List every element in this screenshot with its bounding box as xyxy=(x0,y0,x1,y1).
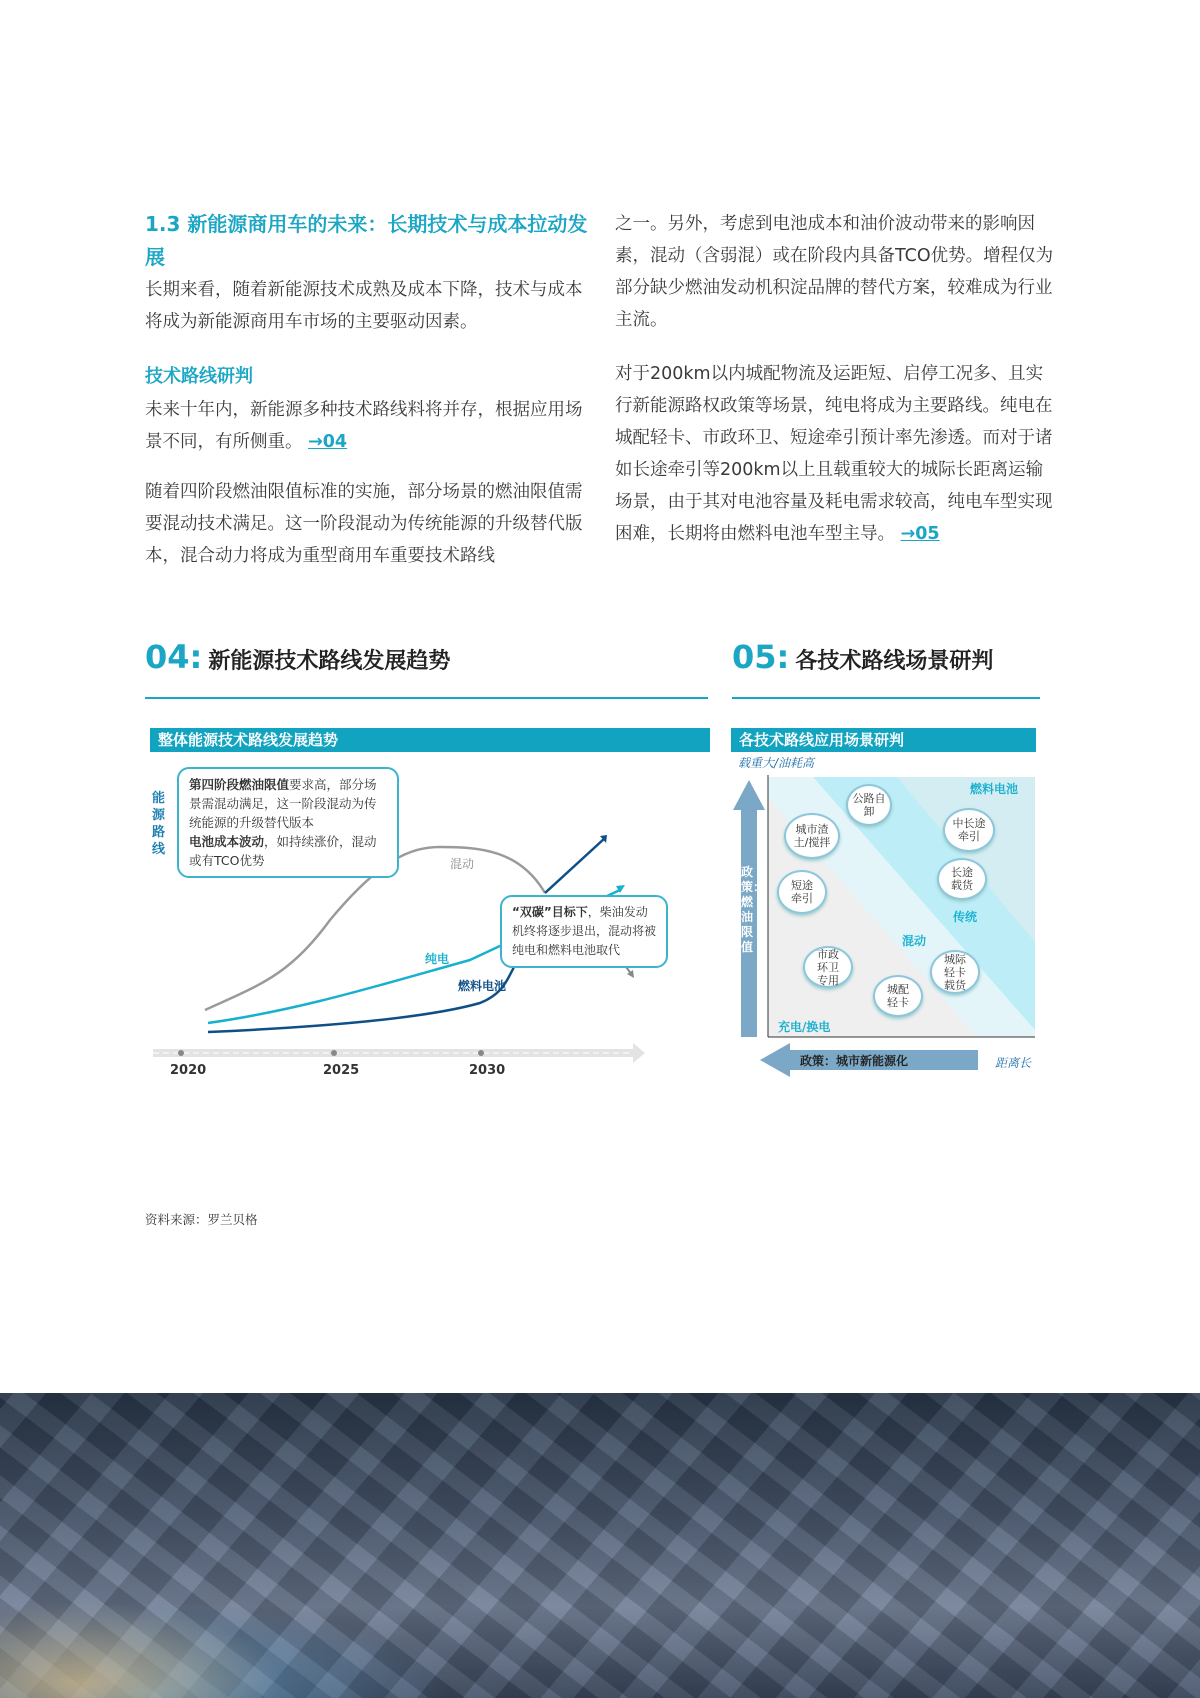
paragraph-2: 随着四阶段燃油限值标准的实施，部分场景的燃油限值需要混动技术满足。这一阶段混动为传统能源的升级替代版本，混合动力将成为重型商用车重要技术路线 xyxy=(145,482,583,566)
year-2020: 2020 xyxy=(170,1063,207,1078)
zone-label-hybrid: 混动 xyxy=(902,934,927,948)
source-note: 资料来源：罗兰贝格 xyxy=(145,1212,258,1227)
zone-label-fuelcell: 燃料电池 xyxy=(970,782,1019,796)
bubble-municipal: 市政环卫专用 xyxy=(803,946,853,988)
paragraph-2-cont: 之一。另外，考虑到电池成本和油价波动带来的影响因素，混动（含弱混）或在阶段内具备TCO优势。增程仅为部分缺少燃油发动机积淀品牌的替代方案，较难成为行业主流。 xyxy=(615,214,1054,330)
paragraph-1: 未来十年内，新能源多种技术路线料将并存，根据应用场景不同，有所侧重。 →04 xyxy=(145,400,583,452)
label-bev: 纯电 xyxy=(425,952,450,966)
chart04-ylabel: 能源路线 xyxy=(152,791,166,857)
bubble-long-haul-cargo: 长途载货 xyxy=(937,858,987,900)
x-right-label: 距离长 xyxy=(995,1056,1032,1070)
bubble-intercity-light: 城际轻卡载货 xyxy=(930,950,980,994)
callout-dual-carbon: “双碳”目标下，柴油发动机终将逐步退出，混动将被纯电和燃料电池取代 xyxy=(500,895,668,968)
section-heading: 1.3 新能源商用车的未来：长期技术与成本拉动发展 xyxy=(145,212,588,269)
chart04-title: 04: 新能源技术路线发展趋势 xyxy=(145,638,451,676)
link-04[interactable]: →04 xyxy=(308,432,348,452)
chart05-banner: 各技术路线应用场景研判 xyxy=(731,728,1036,752)
chart04-banner: 整体能源技术路线发展趋势 xyxy=(150,728,710,752)
bubble-urban-delivery: 城配轻卡 xyxy=(873,975,923,1017)
intro-paragraph: 长期来看，随着新能源技术成熟及成本下降，技术与成本将成为新能源商用车市场的主要驱动因素。 xyxy=(145,280,583,332)
bubble-highway-dump: 公路自卸 xyxy=(846,784,892,826)
bubble-urban-muck: 城市渣土/搅拌 xyxy=(784,813,840,859)
zone-label-charging: 充电/换电 xyxy=(778,1020,831,1034)
zone-label-traditional: 传统 xyxy=(953,910,978,924)
bubble-short-tractor: 短途牵引 xyxy=(777,870,827,914)
y-axis-label: 政策：燃油限值 xyxy=(741,865,766,954)
y-top-label: 载重大/油耗高 xyxy=(738,756,815,770)
x-axis-label: 政策：城市新能源化 xyxy=(800,1054,909,1068)
chart05-title: 05: 各技术路线场景研判 xyxy=(732,638,994,676)
label-hybrid: 混动 xyxy=(450,857,475,871)
paragraph-3: 对于200km以内城配物流及运距短、启停工况多、且实行新能源路权政策等场景，纯电将成为主要路线。纯电在城配轻卡、市政环卫、短途牵引预计率先渗透。而对于诸如长途牵引等200km以上且载重较大的城际长距离运输场景，由于其对电池容量及耗电需求较高，纯电车型实现困难，长期将由燃料电池车型主导。 →05 xyxy=(615,364,1053,544)
highway-cliff-photo xyxy=(0,1393,1200,1698)
year-2025: 2025 xyxy=(323,1063,360,1078)
subheading: 技术路线研判 xyxy=(145,366,253,387)
bubble-mid-long-tractor: 中长途牵引 xyxy=(943,808,995,852)
callout-stage4: 第四阶段燃油限值要求高，部分场景需混动满足，这一阶段混动为传统能源的升级替代版本 电池成本波动，如持续涨价，混动或有TCO优势 xyxy=(177,767,399,878)
link-05[interactable]: →05 xyxy=(900,524,940,544)
year-2030: 2030 xyxy=(469,1063,506,1078)
label-fuelcell: 燃料电池 xyxy=(458,979,507,993)
